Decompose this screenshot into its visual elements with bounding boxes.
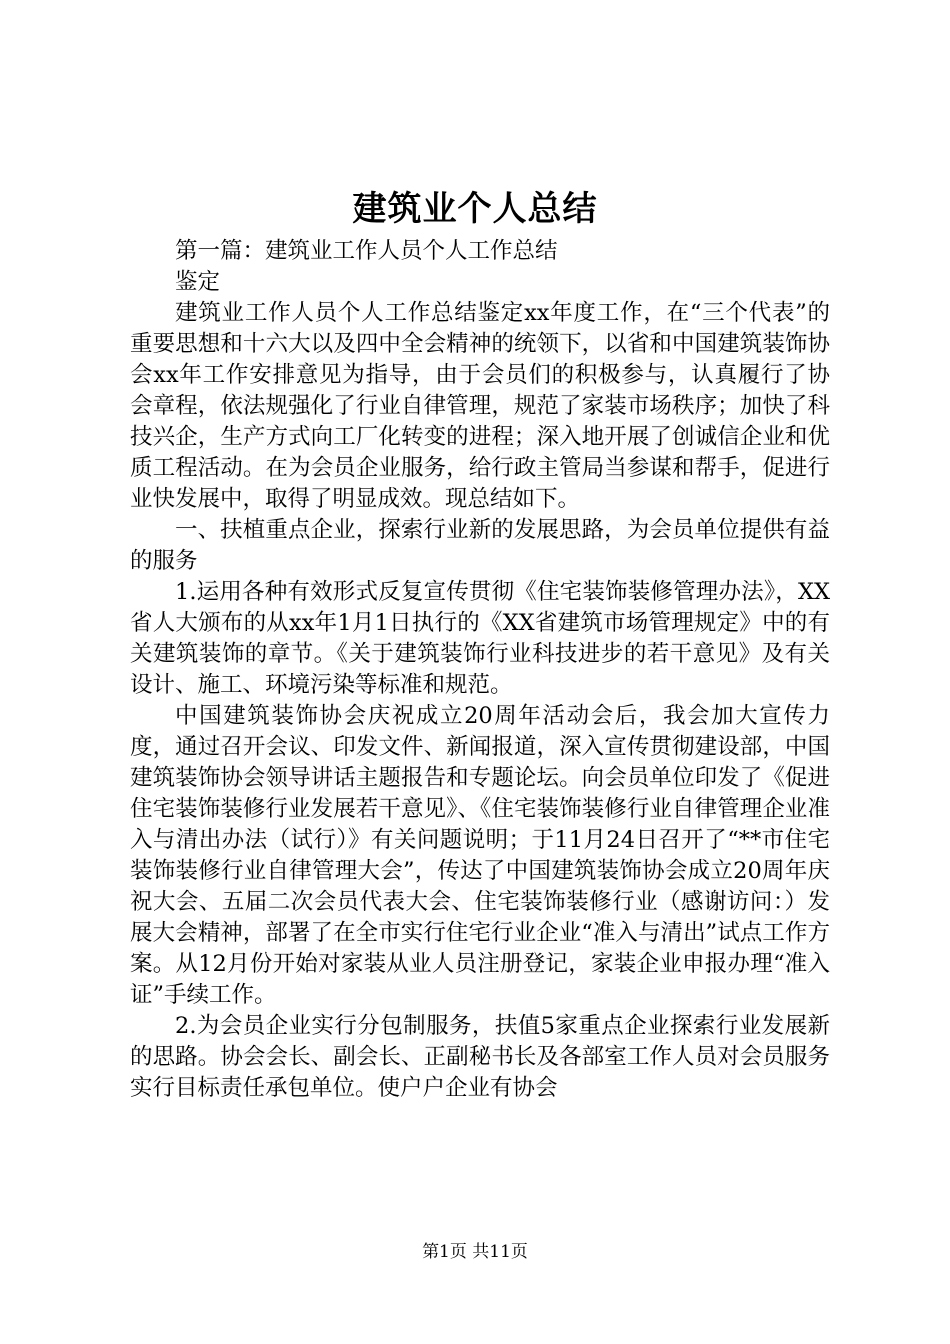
paragraph-subheading: 鉴定 <box>175 269 221 295</box>
paragraph-intro: 建筑业工作人员个人工作总结鉴定xx年度工作，在“三个代表”的重要思想和十六大以及四中全会精神的统领下，以省和中国建筑装饰协会xx年工作安排意见为指导，由于会员们的积极参与，认真履行了协会章程，依法规强化了行业自律管理，规范了家装市场秩序；加快了科技兴企，生产方式向工厂化转变的进程；深入地开展了创诚信企业和优质工程活动。在为会员企业服务，给行政主管局当参谋和帮手，促进行业快发展中，取得了明显成效。现总结如下。 <box>130 300 830 512</box>
paragraph-promotion: 中国建筑装饰协会庆祝成立20周年活动会后，我会加大宣传力度，通过召开会议、印发文件、新闻报道，深入宣传贯彻建设部，中国建筑装饰协会领导讲话主题报告和专题论坛。向会员单位印发了《促进住宅装饰装修行业发展若干意见》、《住宅装饰装修行业自律管理企业准入与清出办法（试行）》有关问题说明；于11月24日召开了“**市住宅装饰装修行业自律管理大会”，传达了中国建筑装饰协会成立20周年庆祝大会、五届二次会员代表大会、住宅装饰装修行业（感谢访问：）发展大会精神，部署了在全市实行住宅行业企业“准入与清出”试点工作方案。从12月份开始对家装从业人员注册登记，家装企业申报办理“准入证”手续工作。 <box>130 703 830 1008</box>
document-title: 建筑业个人总结 <box>352 189 598 229</box>
paragraph-item-one: 1.运用各种有效形式反复宣传贯彻《住宅装饰装修管理办法》，XX省人大颁布的从xx年1月1日执行的《XX省建筑市场管理规定》中的有关建筑装饰的章节。《关于建筑装饰行业科技进步的若干意见》及有关设计、施工、环境污染等标准和规范。 <box>130 579 830 698</box>
document-body <box>130 236 830 1104</box>
paragraph-item-two: 2.为会员企业实行分包制服务，扶值5家重点企业探索行业发展新的思路。协会会长、副会长、正副秘书长及各部室工作人员对会员服务实行目标责任承包单位。使户户企业有协会 <box>130 1013 830 1101</box>
paragraph-section-heading: 第一篇：建筑业工作人员个人工作总结 <box>175 238 558 264</box>
paragraph-heading-one: 一、扶植重点企业，探索行业新的发展思路，为会员单位提供有益的服务 <box>130 517 830 574</box>
page-footer: 第1页 共11页 <box>422 1242 528 1262</box>
